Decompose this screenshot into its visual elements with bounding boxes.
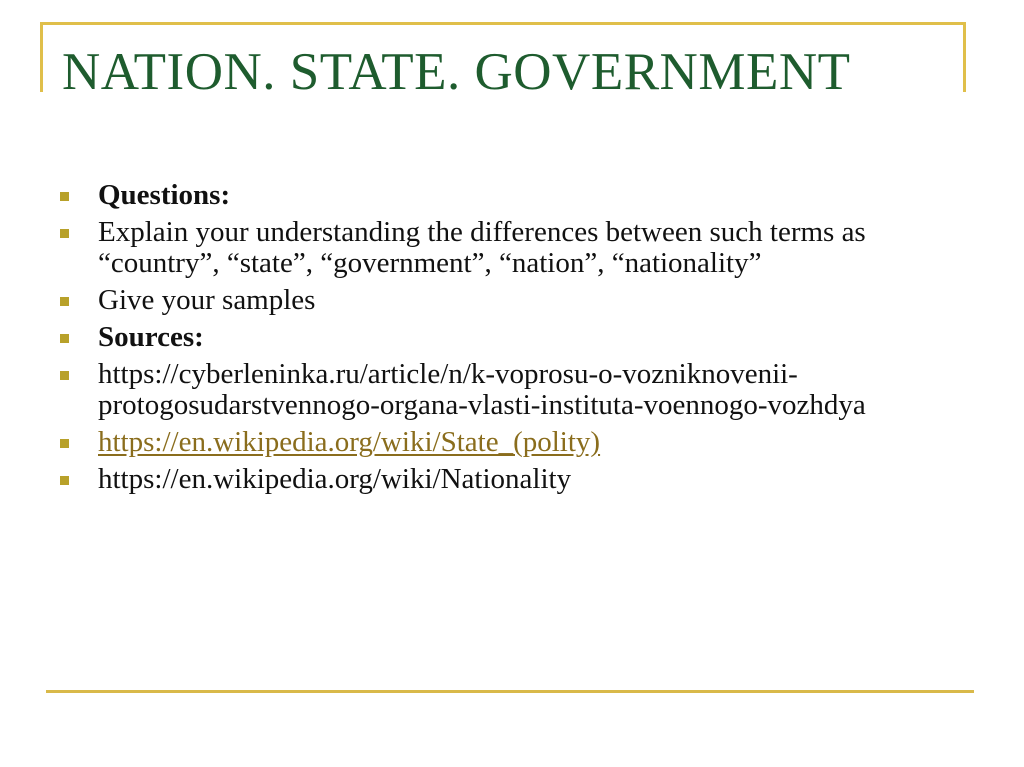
- frame-top-line: [40, 22, 966, 25]
- square-bullet-icon: [60, 297, 69, 306]
- square-bullet-icon: [60, 439, 69, 448]
- bullet-item-samples: [60, 285, 940, 316]
- bullet-text: https://cyberleninka.ru/article/n/k-voprosu-o-vozniknovenii-protogosudarstvennogo-organa-vlasti-instituta-voennogo-vozhdya: [98, 358, 866, 421]
- bullet-text: Questions:: [98, 179, 231, 211]
- bullet-item-source-cyberleninka: [60, 359, 940, 421]
- frame-bottom-line: [46, 690, 974, 693]
- square-bullet-icon: [60, 334, 69, 343]
- bullet-text: https://en.wikipedia.org/wiki/Nationality: [98, 463, 572, 495]
- frame-left-line: [40, 22, 43, 92]
- bullet-item-sources: [60, 322, 940, 353]
- bullet-item-questions: [60, 180, 940, 211]
- bullet-list: [60, 180, 940, 501]
- slide-title: NATION. STATE. GOVERNMENT: [62, 43, 851, 101]
- bullet-text: Give your samples: [98, 284, 316, 316]
- square-bullet-icon: [60, 192, 69, 201]
- bullet-text: Sources:: [98, 321, 204, 353]
- bullet-item-source-wikipedia-state: [60, 427, 940, 458]
- square-bullet-icon: [60, 371, 69, 380]
- bullet-item-explain: [60, 217, 940, 279]
- bullet-text: Explain your understanding the differences between such terms as “country”, “state”, “government”, “nation”, “nationality”: [98, 216, 866, 279]
- bullet-item-source-wikipedia-nationality: [60, 464, 940, 495]
- square-bullet-icon: [60, 476, 69, 485]
- frame-right-line: [963, 22, 966, 92]
- source-link-state-polity[interactable]: https://en.wikipedia.org/wiki/State_(polity): [98, 426, 601, 458]
- square-bullet-icon: [60, 229, 69, 238]
